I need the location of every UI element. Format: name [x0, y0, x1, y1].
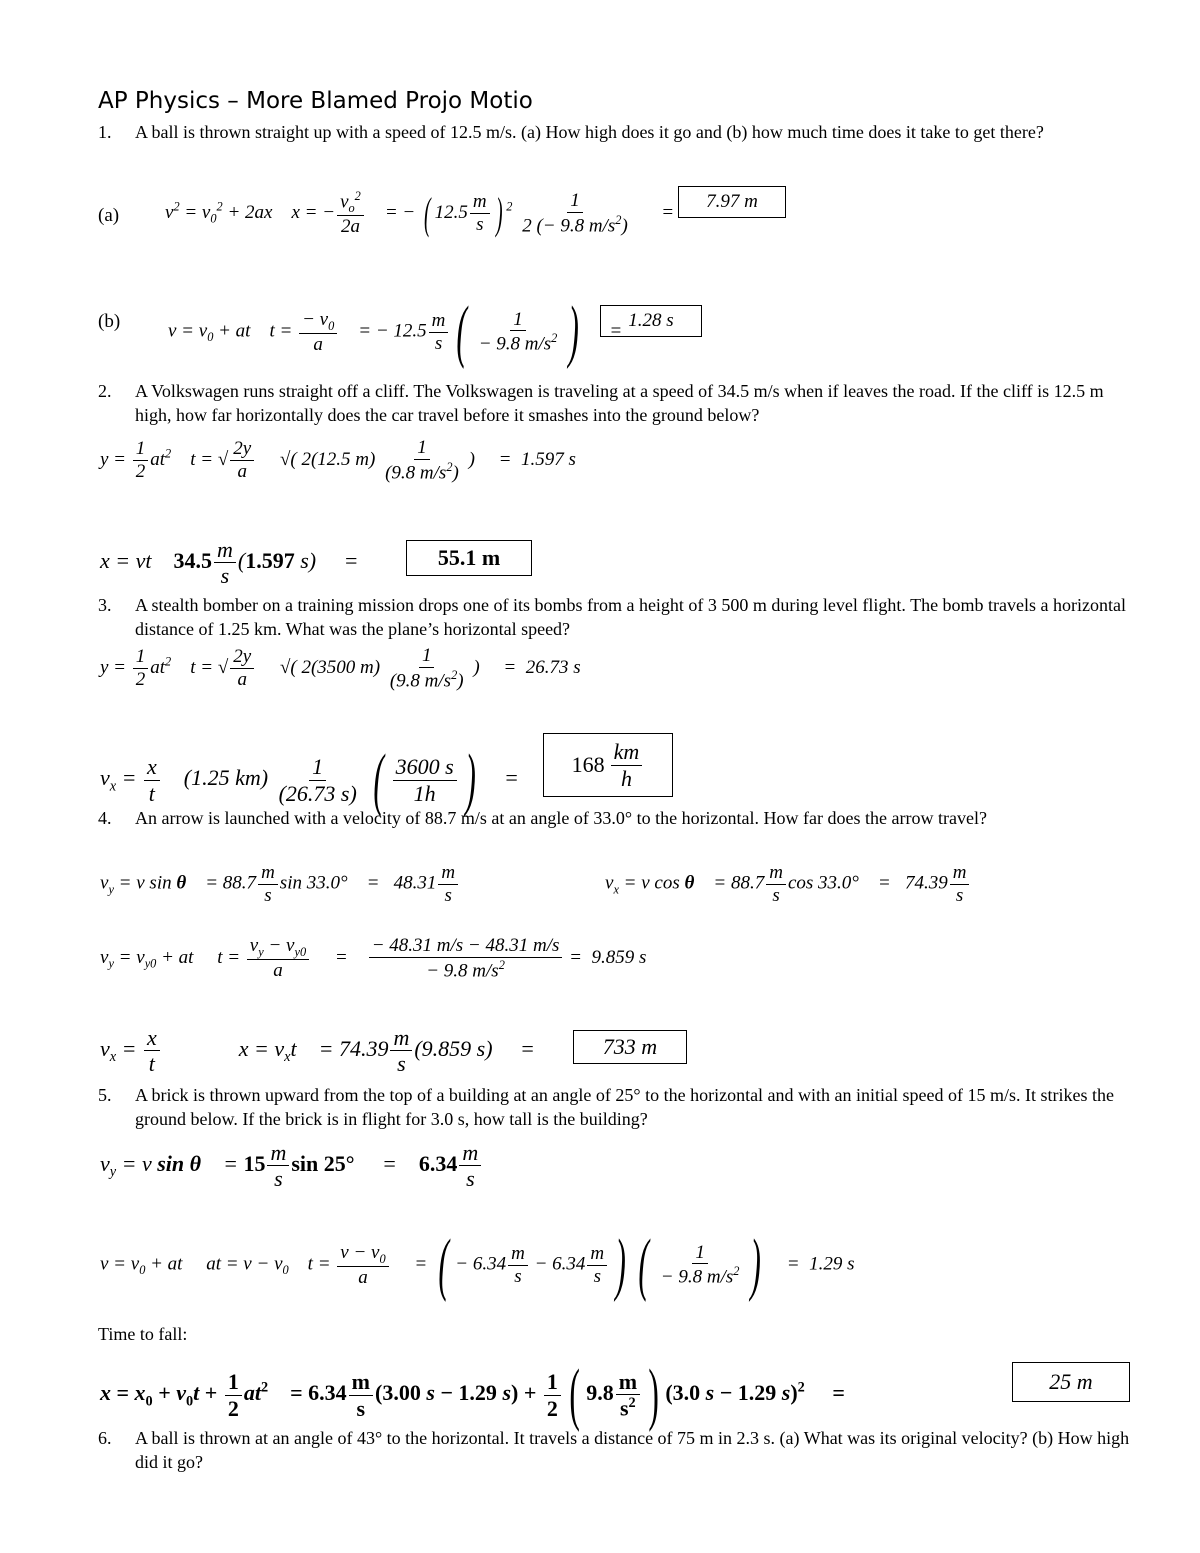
problem-number: 3.	[98, 595, 112, 615]
answer-3-unit-num: km	[611, 739, 643, 765]
equation-4-vx: $v_x = v$ cos θ = 88.7 $\frac{m}{s}$ cos 33.0° = 74.39 $\frac{m}{s}$	[605, 862, 971, 907]
problem-text: A stealth bomber on a training mission drops one of its bombs from a height of 3 500 m during level flight. The bomb travels a horizontal distance of 1.25 km. What was the plane’s horizontal speed?	[135, 595, 1127, 639]
result-5-time: 1.29 s	[809, 1253, 855, 1275]
equation-1a: $v^2 = v_0^2 + 2ax$ x = − $\frac{v_o^2}{2a}$ = − ( 12.5 $\frac{m}{s}$ ) $^2$ $\frac{1}{2 (- 9.8 m/s^2)}$ =	[165, 188, 675, 238]
result-3-time: 26.73 s	[525, 656, 581, 678]
equation-4-vy: $v_y = v$ sin θ = 88.7 $\frac{m}{s}$ sin 33.0° = 48.31 $\frac{m}{s}$	[100, 862, 460, 907]
equation-4-time: $v_y = v_{y0}$ + at t = $\frac{v_y - v_{y0}}{a}$ = $\frac{- 48.31 m/s - 48.31 m/s}{- 9.8 m/s^2}$ = 9.859 s	[100, 935, 647, 982]
answer-3-value: 168	[571, 752, 605, 777]
equation-3-time: y = $\frac{1}{2}$ $at^2$ t = √ $\frac{2y}{a}$ √( 2(3500 m) $\frac{1}{(9.8 m/s^2)}$ ) = 26.73 s	[100, 645, 581, 692]
answer-box-5: 25 m	[1012, 1362, 1130, 1402]
answer-box-4: 733 m	[573, 1030, 687, 1064]
part-label-b: (b)	[98, 311, 121, 332]
problem-number: 5.	[98, 1085, 112, 1105]
page-title: AP Physics – More Blamed Projo Motio	[98, 88, 533, 114]
part-label-a: (a)	[98, 205, 120, 226]
answer-box-2: 55.1 m	[406, 540, 532, 576]
result-5-vy: 6.34	[418, 1150, 458, 1176]
problem-text: A ball is thrown at an angle of 43° to the horizontal. It travels a distance of 75 m in 2.3 s. (a) What was its original velocity? (b) How high did it go?	[135, 1428, 1130, 1472]
answer-box-3	[543, 733, 673, 797]
problem-number: 1.	[98, 122, 112, 142]
problem-number: 4.	[98, 808, 112, 828]
equation-5-height: $x = x_0 + v_0t$ + $\frac{1}{2}$ $at^2$ = 6.34 $\frac{m}{s}$ (3.00 s − 1.29 s) + $\frac{1}{2}$ ( 9.8 $\frac{m}{s^2}$ ) (3.0 s − 1.29 s)$^2$ =	[100, 1356, 845, 1433]
problem-text: A ball is thrown straight up with a speed of 12.5 m/s. (a) How high does it go and (b) how much time does it take to get there?	[135, 122, 1044, 142]
equation-5-vy: $v_y = v$ sin θ = 15 $\frac{m}{s}$ sin 25° = 6.34 $\frac{m}{s}$	[100, 1140, 483, 1192]
equation-2-distance: x = vt 34.5 $\frac{m}{s}$ (1.597 s) =	[100, 537, 359, 589]
equation-5-time: $v = v_0$ + at at = $v - v_0$ t = $\frac{v - v_0}{a}$ = ( − 6.34 $\frac{m}{s}$ − 6.34 $\frac{m}{s}$ ) ( $\frac{1}{- 9.8 m/s^2}$ ) = 1.29 s	[100, 1226, 855, 1303]
equation-4-distance: $v_x$ = $\frac{x}{t}$ $x = v_xt$ = 74.39 $\frac{m}{s}$ (9.859 s) =	[100, 1025, 535, 1077]
problem-number: 2.	[98, 381, 112, 401]
time-to-fall-label: Time to fall:	[98, 1324, 188, 1344]
equation-3-speed: $v_x$ = $\frac{x}{t}$ (1.25 km) $\frac{1}{(26.73 s)}$ ( $\frac{3600 s}{1h}$ ) =	[100, 741, 519, 818]
answer-box-1a: 7.97 m	[678, 186, 786, 218]
answer-3-unit-den: h	[621, 765, 632, 791]
answer-box-1b: 1.28 s	[600, 305, 702, 337]
equation-1b: $v = v_0$ + at t = $\frac{- v_0}{a}$ = − 12.5 $\frac{m}{s}$ ( $\frac{1}{- 9.8 m/s^2}$ ) =	[168, 293, 623, 370]
problem-number: 6.	[98, 1428, 112, 1448]
equation-2-time: y = $\frac{1}{2}$ $at^2$ t = √ $\frac{2y}{a}$ √( 2(12.5 m) $\frac{1}{(9.8 m/s^2)}$ ) = 1.597 s	[100, 437, 576, 484]
problem-text: An arrow is launched with a velocity of 88.7 m/s at an angle of 33.0° to the horizontal. How far does the arrow travel?	[135, 808, 987, 828]
problem-text: A brick is thrown upward from the top of a building at an angle of 25° to the horizontal and with an initial speed of 15 m/s. It strikes the ground below. If the brick is in flight for 3.0 s, how tall is the building?	[135, 1085, 1114, 1129]
problem-text: A Volkswagen runs straight off a cliff. The Volkswagen is traveling at a speed of 34.5 m/s when if leaves the road. If the cliff is 12.5 m high, how far horizontally does the car travel before it smashes into the ground below?	[135, 381, 1104, 425]
result-4-vx: 74.39	[904, 872, 948, 894]
result-4-time: 9.859 s	[591, 946, 647, 968]
result-2-time: 1.597 s	[520, 448, 576, 470]
result-4-vy: 48.31	[393, 872, 437, 894]
